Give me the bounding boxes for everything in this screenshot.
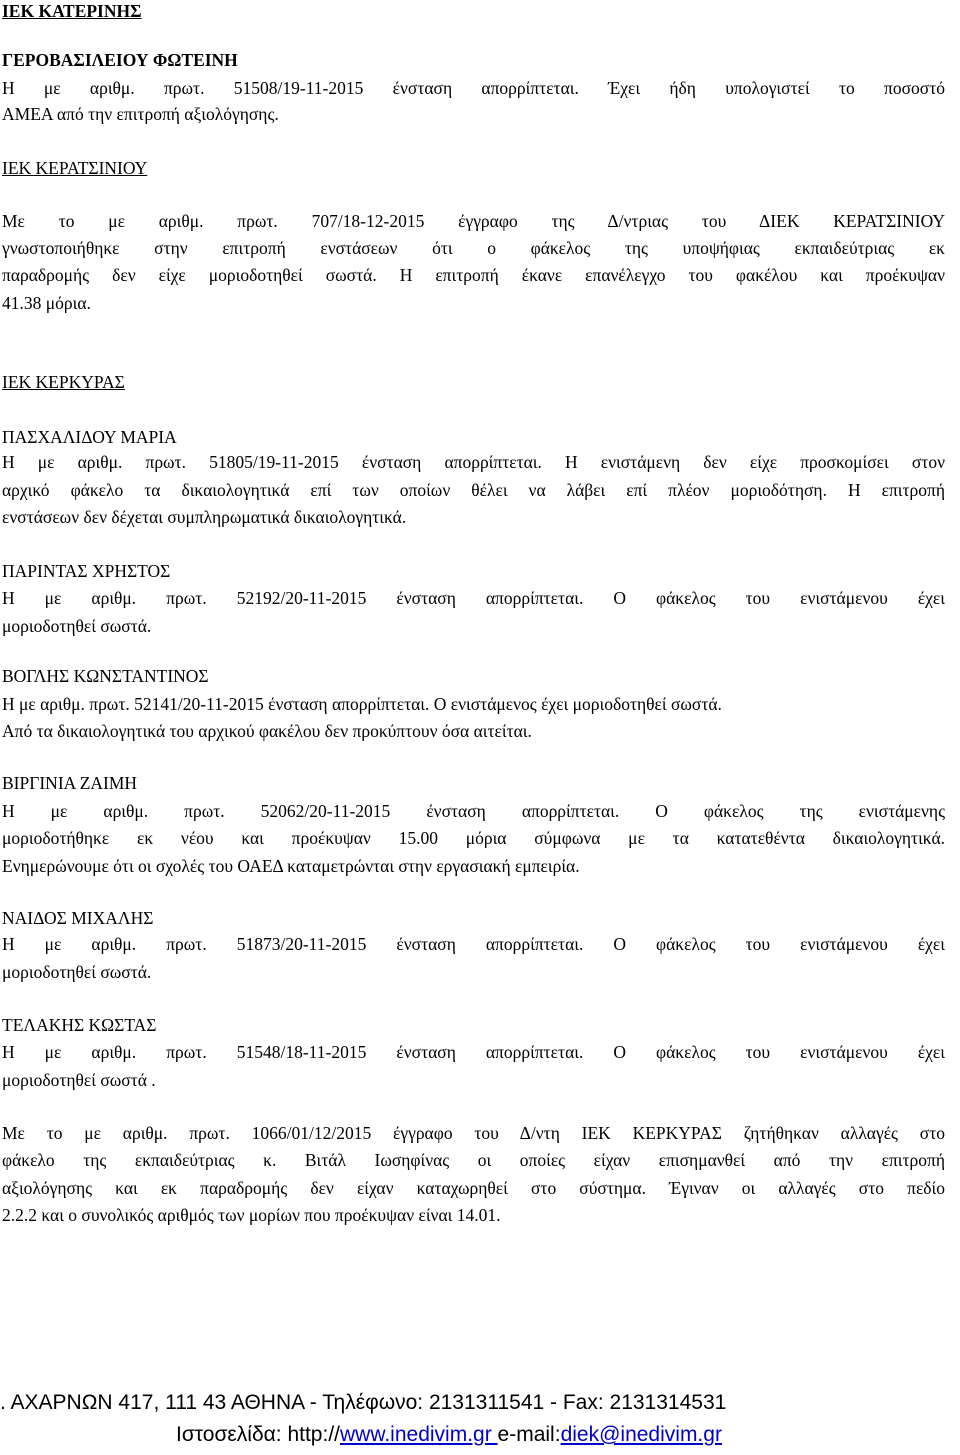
entry-text: Από τα δικαιολογητικά του αρχικού φακέλου δεν προκύπτουν όσα αιτείται.	[2, 721, 532, 741]
entry-text: μοριοδοτηθεί σωστά.	[2, 962, 152, 982]
entry-text: Η με αριθμ. πρωτ. 51873/20-11-2015 ένσταση απορρίπτεται. Ο φάκελος του ενιστάμενου έχει	[2, 934, 945, 954]
footer-site-label: Ιστοσελίδα: http://	[176, 1423, 340, 1446]
note-text: φάκελο της εκπαιδεύτριας κ. Βιτάλ Ιωσηφίνας οι οποίες είχαν επισημανθεί από την επιτροπή	[2, 1150, 945, 1170]
entry-text: μοριοδοτηθεί σωστά.	[2, 616, 152, 636]
entry-text: Η με αριθμ. πρωτ. 51805/19-11-2015 ένσταση απορρίπτεται. Η ενιστάμενη δεν είχε προσκομίσει στον	[2, 452, 945, 472]
entry-text: ενστάσεων δεν δέχεται συμπληρωματικά δικαιολογητικά.	[2, 507, 407, 527]
footer-contact	[176, 1422, 960, 1448]
entry-name: ΠΑΣΧΑΛΙΔΟΥ ΜΑΡΙΑ	[2, 427, 177, 447]
entry-text: μοριοδοτηθεί σωστά .	[2, 1070, 156, 1090]
note-text: αξιολόγησης και εκ παραδρομής δεν είχαν καταχωρηθεί στο σύστημα. Έγιναν οι αλλαγές στο πεδίο	[2, 1178, 945, 1198]
section-title: ΙΕΚ ΚΕΡΑΤΣΙΝΙΟΥ	[2, 158, 148, 178]
entry-text: Η με αριθμ. πρωτ. 51548/18-11-2015 ένσταση απορρίπτεται. Ο φάκελος του ενιστάμενου έχει	[2, 1042, 945, 1062]
footer-email-label: e-mail:	[497, 1423, 561, 1446]
entry-text: Η με αριθμ. πρωτ. 52062/20-11-2015 ένσταση απορρίπτεται. Ο φάκελος της ενιστάμενης	[2, 801, 945, 821]
note-text: Με το με αριθμ. πρωτ. 707/18-12-2015 έγγραφο της Δ/ντριας του ΔΙΕΚ ΚΕΡΑΤΣΙΝΙΟΥ	[2, 211, 945, 231]
footer-address: . ΑΧΑΡΝΩΝ 417, 111 43 ΑΘΗΝΑ - Τηλέφωνο: 2131311541 - Fax: 2131314531	[0, 1391, 727, 1414]
note-text: γνωστοποιήθηκε στην επιτροπή ενστάσεων ότι ο φάκελος της υποψήφιας εκπαιδεύτριας εκ	[2, 238, 945, 258]
footer-email-link[interactable]: diek@inedivim.gr	[560, 1423, 722, 1446]
entry-name: ΠΑΡΙΝΤΑΣ ΧΡΗΣΤΟΣ	[2, 561, 171, 581]
entry-text: μοριοδοτήθηκε εκ νέου και προέκυψαν 15.00 μόρια σύμφωνα με τα κατατεθέντα δικαιολογητικά.	[2, 828, 945, 848]
entry-text: Η με αριθμ. πρωτ. 52141/20-11-2015 ένσταση απορρίπτεται. Ο ενιστάμενος έχει μοριοδοτηθεί σωστά.	[2, 694, 722, 714]
entry-text: Ενημερώνουμε ότι οι σχολές του ΟΑΕΔ καταμετρώνται στην εργασιακή εμπειρία.	[2, 856, 580, 876]
note-text: Με το με αριθμ. πρωτ. 1066/01/12/2015 έγγραφο του Δ/ντη ΙΕΚ ΚΕΡΚΥΡΑΣ ζητήθηκαν αλλαγές στο	[2, 1123, 945, 1143]
entry-name: ΝΑΙΔΟΣ ΜΙΧΑΛΗΣ	[2, 908, 154, 928]
entry-name: ΒΟΓΛΗΣ ΚΩΝΣΤΑΝΤΙΝΟΣ	[2, 666, 209, 686]
note-text: παραδρομής δεν είχε μοριοδοτηθεί σωστά. Η επιτροπή έκανε επανέλεγχο του φακέλου και προέκυψαν	[2, 265, 945, 285]
note-text: 41.38 μόρια.	[2, 293, 91, 313]
footer-site-link[interactable]: www.inedivim.gr	[340, 1423, 498, 1446]
section-title: ΙΕΚ ΚΑΤΕΡΙΝΗΣ	[2, 1, 142, 21]
entry-text: Η με αριθμ. πρωτ. 51508/19-11-2015 ένσταση απορρίπτεται. Έχει ήδη υπολογιστεί το ποσοστό	[2, 78, 945, 98]
entry-text: ΑΜΕΑ από την επιτροπή αξιολόγησης.	[2, 104, 279, 124]
section-title: ΙΕΚ ΚΕΡΚΥΡΑΣ	[2, 372, 125, 392]
entry-text: αρχικό φάκελο τα δικαιολογητικά επί των οποίων θέλει να λάβει επί πλέον μοριοδότηση. Η επιτροπή	[2, 480, 945, 500]
entry-name: ΒΙΡΓΙΝΙΑ ΖΑΙΜΗ	[2, 773, 138, 793]
entry-text: Η με αριθμ. πρωτ. 52192/20-11-2015 ένσταση απορρίπτεται. Ο φάκελος του ενιστάμενου έχει	[2, 588, 945, 608]
entry-name: ΤΕΛΑΚΗΣ ΚΩΣΤΑΣ	[2, 1015, 157, 1035]
note-text: 2.2.2 και ο συνολικός αριθμός των μορίων που προέκυψαν είναι 14.01.	[2, 1205, 501, 1225]
entry-name: ΓΕΡΟΒΑΣΙΛΕΙΟΥ ΦΩΤΕΙΝΗ	[2, 50, 238, 70]
